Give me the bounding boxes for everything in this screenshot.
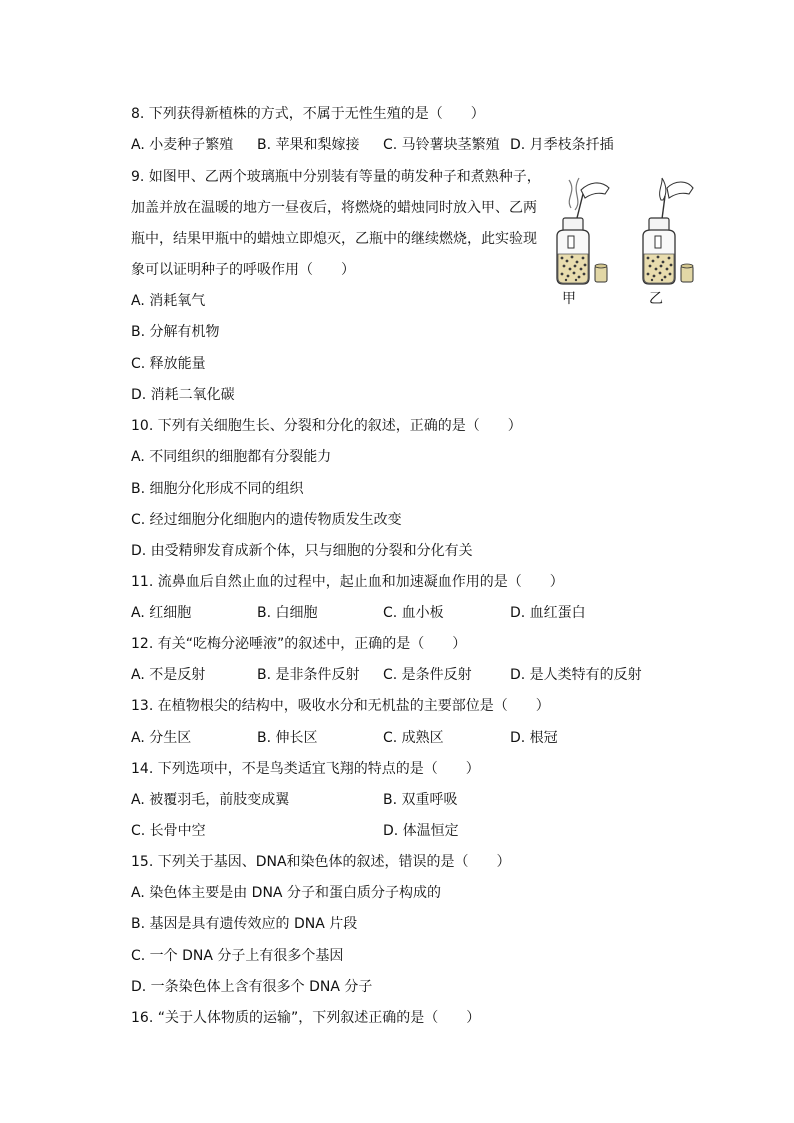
question-9-stem-line-1: 9. 如图甲、乙两个玻璃瓶中分别装有等量的萌发种子和煮熟种子，	[131, 169, 541, 185]
question-14-stem: 14. 下列选项中，不是鸟类适宜飞翔的特点的是（ ）	[131, 761, 480, 777]
question-12-stem: 12. 有关“吃梅分泌唾液”的叙述中，正确的是（ ）	[131, 636, 467, 652]
question-12-option-b[interactable]: B. 是非条件反射	[257, 667, 360, 683]
bottle-jia	[557, 178, 609, 284]
question-15-option-a[interactable]: A. 染色体主要是由 DNA 分子和蛋白质分子构成的	[131, 885, 441, 901]
question-8-stem: 8. 下列获得新植株的方式，不属于无性生殖的是（ ）	[131, 106, 485, 122]
figure-label-jia: 甲	[562, 291, 576, 307]
question-15-stem: 15. 下列关于基因、DNA和染色体的叙述，错误的是（ ）	[131, 854, 511, 870]
question-9-option-c[interactable]: C. 释放能量	[131, 356, 206, 372]
bottle-yi	[643, 178, 693, 284]
question-9-option-b[interactable]: B. 分解有机物	[131, 324, 220, 340]
question-13-stem: 13. 在植物根尖的结构中，吸收水分和无机盐的主要部位是（ ）	[131, 698, 550, 714]
question-11-stem: 11. 流鼻血后自然止血的过程中，起止血和加速凝血作用的是（ ）	[131, 574, 564, 590]
question-12-option-a[interactable]: A. 不是反射	[131, 667, 206, 683]
question-8-option-a[interactable]: A. 小麦种子繁殖	[131, 137, 234, 153]
question-9-stem-line-3: 瓶中，结果甲瓶中的蜡烛立即熄灭，乙瓶中的继续燃烧，此实验现	[131, 231, 537, 247]
question-13-option-c[interactable]: C. 成熟区	[383, 730, 444, 746]
question-10-option-a[interactable]: A. 不同组织的细胞都有分裂能力	[131, 449, 332, 465]
question-9-option-d[interactable]: D. 消耗二氧化碳	[131, 387, 235, 403]
question-13-option-b[interactable]: B. 伸长区	[257, 730, 318, 746]
question-14-option-d[interactable]: D. 体温恒定	[383, 823, 459, 839]
bottle-experiment-figure	[545, 170, 705, 310]
question-8-option-b[interactable]: B. 苹果和梨嫁接	[257, 137, 360, 153]
question-10-option-b[interactable]: B. 细胞分化形成不同的组织	[131, 481, 304, 497]
question-8-option-c[interactable]: C. 马铃薯块茎繁殖	[383, 137, 500, 153]
question-14-option-b[interactable]: B. 双重呼吸	[383, 792, 458, 808]
question-13-option-a[interactable]: A. 分生区	[131, 730, 192, 746]
question-11-option-d[interactable]: D. 血红蛋白	[510, 605, 586, 621]
question-15-option-d[interactable]: D. 一条染色体上含有很多个 DNA 分子	[131, 979, 373, 995]
question-8-option-d[interactable]: D. 月季枝条扦插	[510, 137, 614, 153]
question-15-option-c[interactable]: C. 一个 DNA 分子上有很多个基因	[131, 948, 344, 964]
question-12-option-d[interactable]: D. 是人类特有的反射	[510, 667, 642, 683]
question-14-option-c[interactable]: C. 长骨中空	[131, 823, 206, 839]
question-15-option-b[interactable]: B. 基因是具有遗传效应的 DNA 片段	[131, 916, 358, 932]
question-12-option-c[interactable]: C. 是条件反射	[383, 667, 472, 683]
question-9-option-a[interactable]: A. 消耗氧气	[131, 293, 206, 309]
bottle-experiment-illustration	[545, 170, 705, 310]
question-14-option-a[interactable]: A. 被覆羽毛，前肢变成翼	[131, 792, 290, 808]
question-11-option-a[interactable]: A. 红细胞	[131, 605, 192, 621]
question-10-stem: 10. 下列有关细胞生长、分裂和分化的叙述，正确的是（ ）	[131, 418, 522, 434]
question-11-option-c[interactable]: C. 血小板	[383, 605, 444, 621]
question-10-option-d[interactable]: D. 由受精卵发育成新个体，只与细胞的分裂和分化有关	[131, 543, 473, 559]
figure-label-yi: 乙	[649, 291, 663, 307]
question-13-option-d[interactable]: D. 根冠	[510, 730, 558, 746]
question-11-option-b[interactable]: B. 白细胞	[257, 605, 318, 621]
question-10-option-c[interactable]: C. 经过细胞分化细胞内的遗传物质发生改变	[131, 512, 402, 528]
question-9-stem-line-2: 加盖并放在温暖的地方一昼夜后，将燃烧的蜡烛同时放入甲、乙两	[131, 200, 537, 216]
question-16-stem: 16. “关于人体物质的运输”，下列叙述正确的是（ ）	[131, 1010, 481, 1026]
question-9-stem-line-4: 象可以证明种子的呼吸作用（ ）	[131, 262, 355, 278]
